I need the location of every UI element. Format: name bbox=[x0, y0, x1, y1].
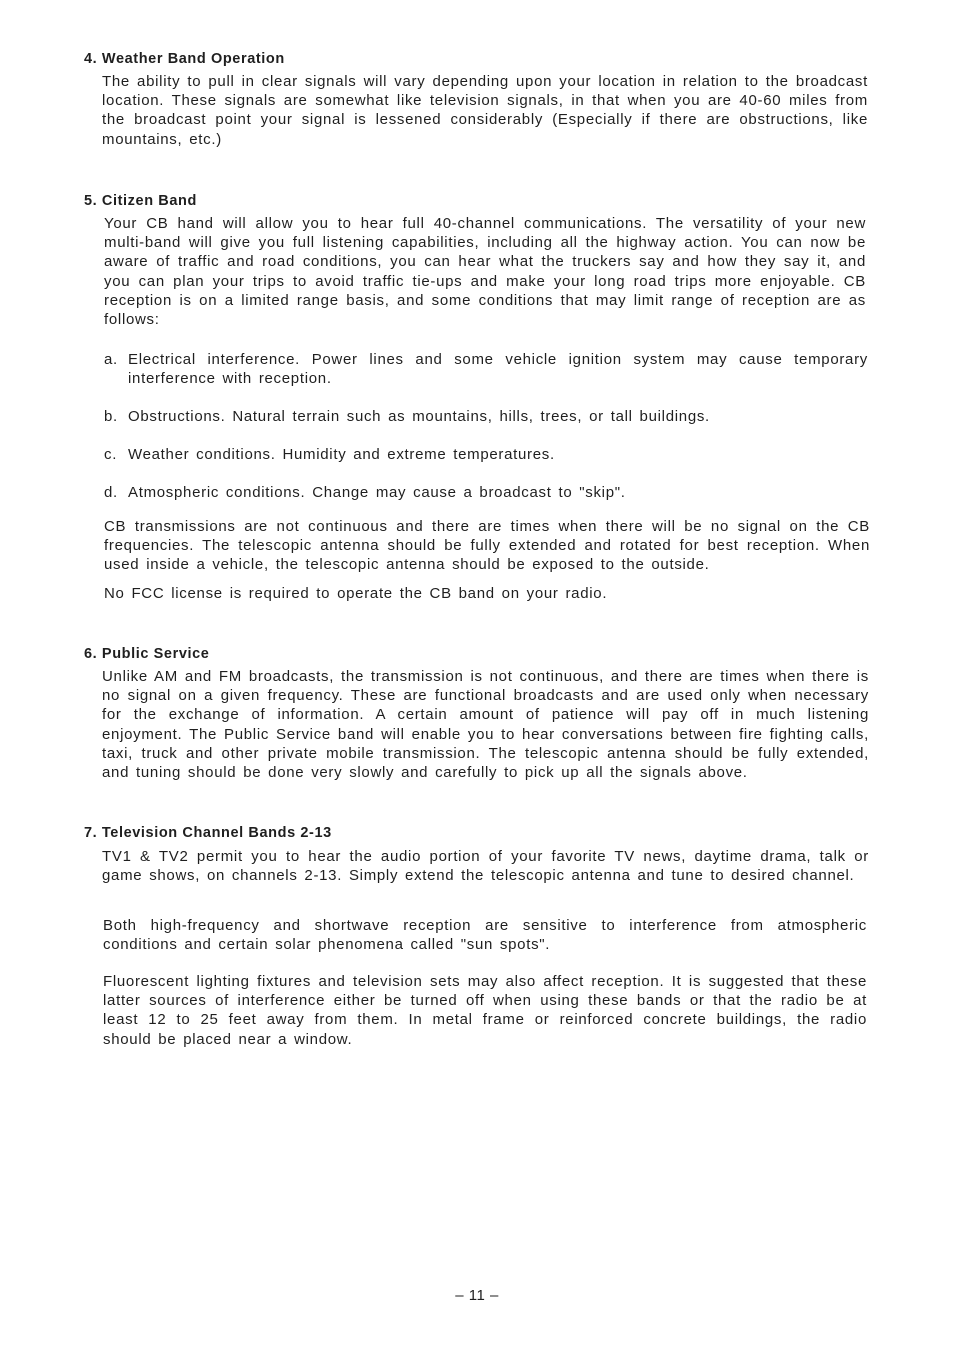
list-item bbox=[104, 350, 868, 388]
list-item bbox=[104, 483, 868, 502]
page-number: – 11 – bbox=[455, 1287, 499, 1304]
list-item-marker: d. bbox=[104, 484, 118, 501]
section-heading-public-service: 6. Public Service bbox=[84, 646, 210, 662]
public-service-paragraph: Unlike AM and FM broadcasts, the transmission is not continuous, and there are times when there is no signal on a given frequency. These are functional broadcasts and are used only when necessary for the exchange of information. A certain amount of patience will pay off in much listening enjoyment. The Public Service band will enable you to hear conversations between fire fighting calls, taxi, truck and other private mobile transmission. The telescopic antenna should be fully extended, and tuning should be done very slowly and carefully to pick up all the signals above. bbox=[102, 668, 869, 782]
citizen-band-paragraph-transmissions: CB transmissions are not continuous and there are times when there will be no signal on the CB frequencies. The telescopic antenna should be fully extended and rotated for best reception. When used inside a vehicle, the telescopic antenna should be exposed to the outside. bbox=[104, 518, 870, 574]
section-heading-weather-band: 4. Weather Band Operation bbox=[84, 51, 285, 67]
television-paragraph-fluorescent: Fluorescent lighting fixtures and television sets may also affect reception. It is suggested that these latter sources of interference either be turned off when using these bands or that the radio be at least 12 to 25 feet away from them. In metal frame or reinforced concrete buildings, the radio should be placed near a window. bbox=[103, 973, 867, 1048]
television-paragraph-intro: TV1 & TV2 permit you to hear the audio portion of your favorite TV news, daytime drama, talk or game shows, on channels 2-13. Simply extend the telescopic antenna and tune to desired channel. bbox=[102, 848, 869, 885]
section-heading-television-bands: 7. Television Channel Bands 2-13 bbox=[84, 825, 332, 841]
list-item bbox=[104, 407, 868, 426]
citizen-band-paragraph-license: No FCC license is required to operate the CB band on your radio. bbox=[104, 585, 608, 602]
list-item-marker: b. bbox=[104, 408, 118, 425]
television-paragraph-interference: Both high-frequency and shortwave reception are sensitive to interference from atmospheric conditions and certain solar phenomena called "sun spots". bbox=[103, 917, 867, 954]
list-item-text: Obstructions. Natural terrain such as mountains, hills, trees, or tall buildings. bbox=[128, 408, 710, 425]
list-item-marker: c. bbox=[104, 446, 118, 463]
weather-band-paragraph: The ability to pull in clear signals will vary depending upon your location in relation to the broadcast location. These signals are somewhat like television signals, in that when you are 40-60 miles from the broadcast point your signal is lessened considerably (Especially if there are obstructions, like mountains, etc.) bbox=[102, 73, 868, 148]
section-heading-citizen-band: 5. Citizen Band bbox=[84, 193, 197, 209]
list-item-text: Weather conditions. Humidity and extreme temperatures. bbox=[128, 446, 555, 463]
list-item-text: Electrical interference. Power lines and some vehicle ignition system may cause temporary interference with reception. bbox=[128, 351, 868, 388]
list-item-text: Atmospheric conditions. Change may cause a broadcast to "skip". bbox=[128, 484, 626, 501]
citizen-band-paragraph-intro: Your CB hand will allow you to hear full 40-channel communications. The versatility of your new multi-band will give you full listening capabilities, including all the highway action. You can now be aware of traffic and road conditions, you can hear what the truckers say and how they say it, and you can plan your trips to avoid traffic tie-ups and make your long road trips more enjoyable. CB reception is on a limited range basis, and some conditions that may limit range of reception are as follows: bbox=[104, 215, 866, 329]
list-item bbox=[104, 445, 868, 464]
list-item-marker: a. bbox=[104, 351, 118, 368]
